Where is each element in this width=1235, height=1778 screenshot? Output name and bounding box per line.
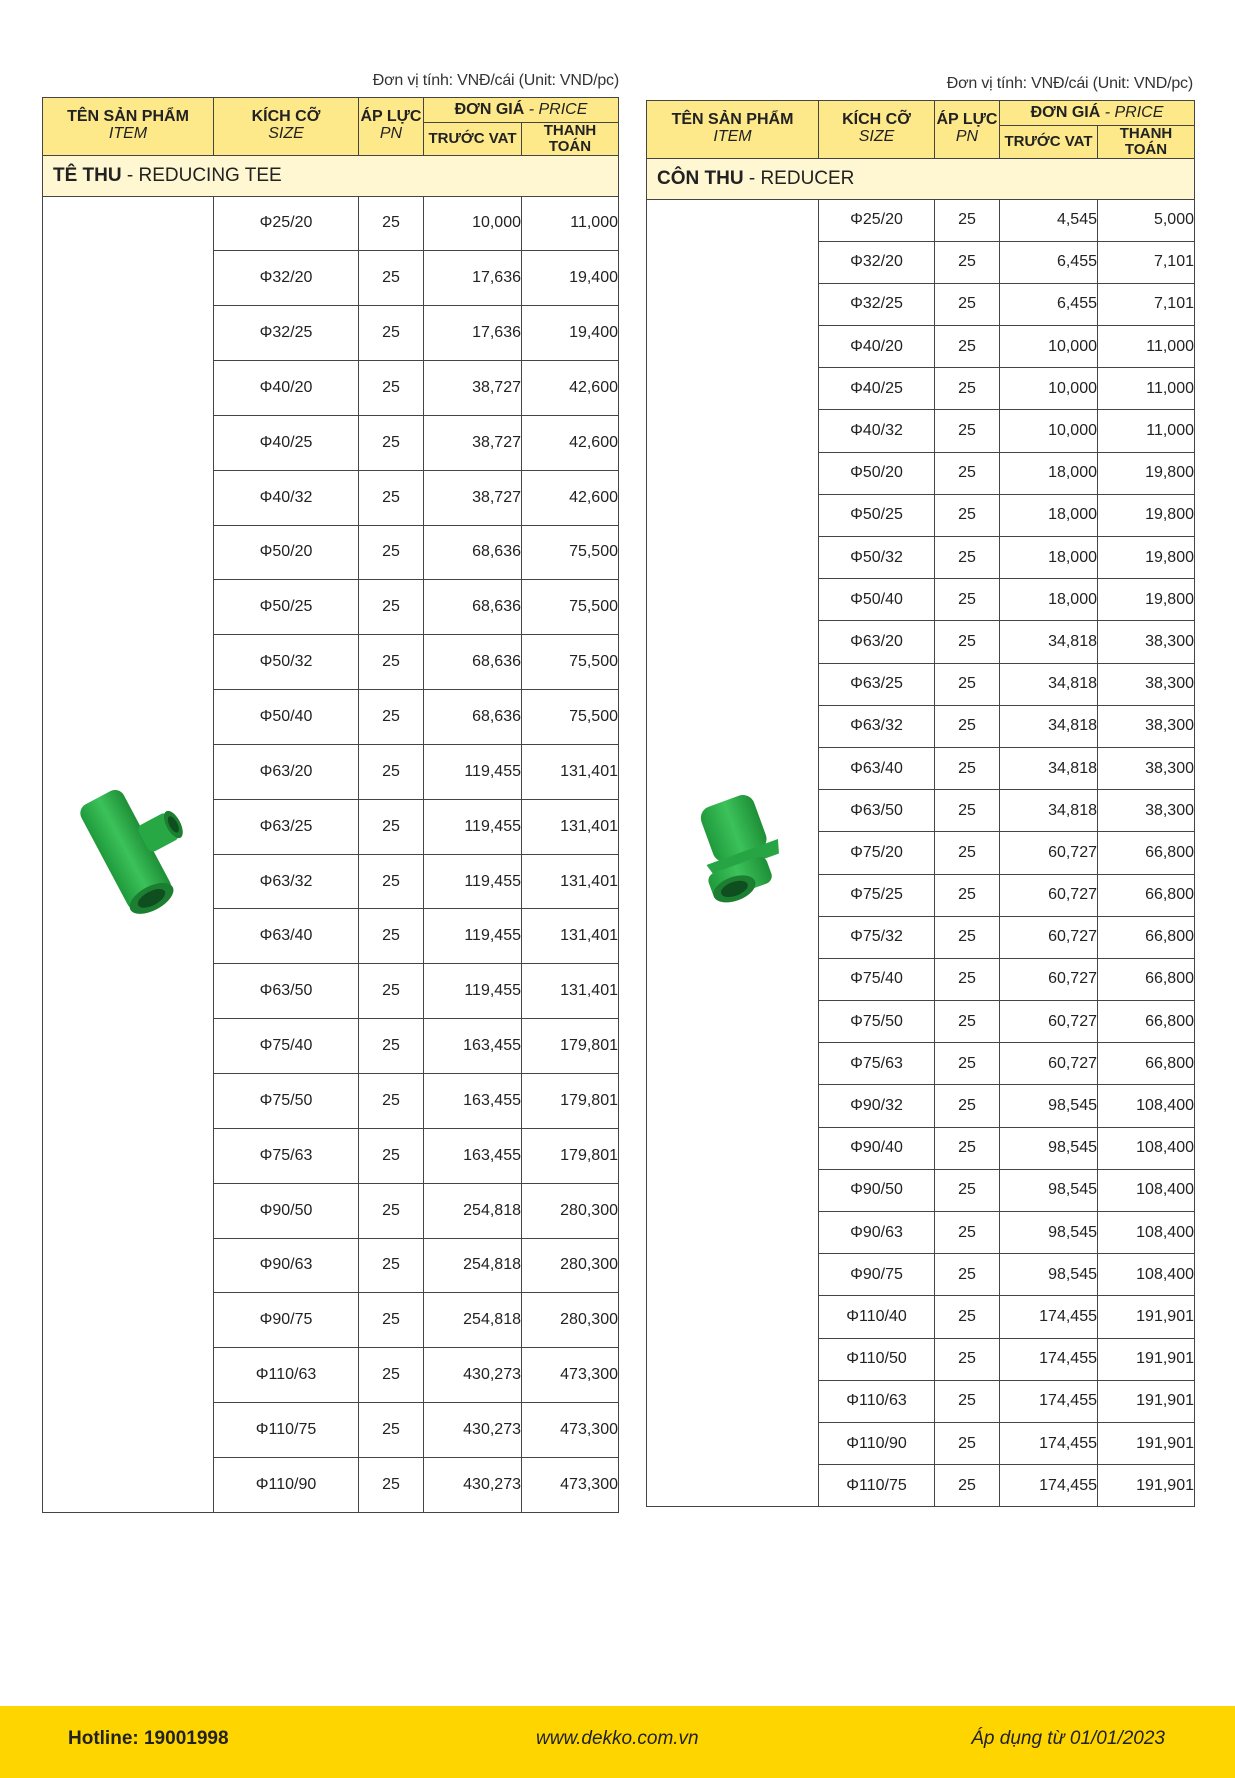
pn-cell: 25	[935, 1254, 1000, 1296]
pn-cell: 25	[359, 1348, 424, 1403]
price-payment-cell: 19,800	[1098, 579, 1195, 621]
left-unit-note: Đơn vị tính: VNĐ/cái (Unit: VND/pc)	[372, 72, 619, 89]
size-cell: Φ50/25	[214, 580, 359, 635]
reducing-tee-icon	[63, 782, 193, 922]
size-cell: Φ75/40	[819, 958, 935, 1000]
size-cell: Φ75/25	[819, 874, 935, 916]
price-payment-cell: 11,000	[522, 196, 619, 251]
size-cell: Φ40/32	[214, 470, 359, 525]
table-row	[647, 199, 1195, 241]
size-cell: Φ75/50	[819, 1001, 935, 1043]
pn-cell: 25	[359, 964, 424, 1019]
header-pn: ÁP LỰC PN	[935, 101, 1000, 159]
section-title-reducing-tee: TÊ THU - REDUCING TEE	[43, 155, 619, 196]
header-item: TÊN SẢN PHẨM ITEM	[43, 98, 214, 156]
price-payment-cell: 108,400	[1098, 1254, 1195, 1296]
size-cell: Φ40/20	[214, 361, 359, 416]
size-cell: Φ63/25	[214, 799, 359, 854]
price-before-vat-cell: 163,455	[424, 1074, 522, 1129]
pn-cell: 25	[935, 832, 1000, 874]
price-payment-cell: 66,800	[1098, 1001, 1195, 1043]
price-payment-cell: 191,901	[1098, 1465, 1195, 1507]
price-payment-cell: 7,101	[1098, 283, 1195, 325]
footer-bar	[0, 1706, 1235, 1778]
price-payment-cell: 38,300	[1098, 621, 1195, 663]
header-price: ĐƠN GIÁ - PRICE	[424, 98, 619, 123]
price-before-vat-cell: 119,455	[424, 909, 522, 964]
price-before-vat-cell: 38,727	[424, 470, 522, 525]
price-payment-cell: 280,300	[522, 1183, 619, 1238]
size-cell: Φ90/63	[214, 1238, 359, 1293]
price-before-vat-cell: 6,455	[1000, 241, 1098, 283]
hotline[interactable]: Hotline: 19001998	[68, 1728, 229, 1749]
price-before-vat-cell: 10,000	[1000, 368, 1098, 410]
size-cell: Φ63/32	[819, 705, 935, 747]
header-price: ĐƠN GIÁ - PRICE	[1000, 101, 1195, 126]
header-pn: ÁP LỰC PN	[359, 98, 424, 156]
price-before-vat-cell: 60,727	[1000, 916, 1098, 958]
pn-cell: 25	[359, 1019, 424, 1074]
price-before-vat-cell: 60,727	[1000, 1043, 1098, 1085]
pn-cell: 25	[935, 705, 1000, 747]
pn-cell: 25	[935, 537, 1000, 579]
pn-cell: 25	[935, 494, 1000, 536]
price-payment-cell: 179,801	[522, 1074, 619, 1129]
price-before-vat-cell: 254,818	[424, 1293, 522, 1348]
pn-cell: 25	[935, 874, 1000, 916]
price-before-vat-cell: 18,000	[1000, 579, 1098, 621]
price-payment-cell: 75,500	[522, 580, 619, 635]
size-cell: Φ40/25	[214, 415, 359, 470]
pn-cell: 25	[359, 251, 424, 306]
pn-cell: 25	[359, 196, 424, 251]
pn-cell: 25	[359, 306, 424, 361]
size-cell: Φ75/63	[819, 1043, 935, 1085]
price-payment-cell: 191,901	[1098, 1422, 1195, 1464]
pn-cell: 25	[359, 525, 424, 580]
price-payment-cell: 179,801	[522, 1019, 619, 1074]
size-cell: Φ90/50	[819, 1169, 935, 1211]
price-before-vat-cell: 174,455	[1000, 1380, 1098, 1422]
price-payment-cell: 66,800	[1098, 832, 1195, 874]
pn-cell: 25	[359, 744, 424, 799]
pn-cell: 25	[935, 1001, 1000, 1043]
size-cell: Φ90/40	[819, 1127, 935, 1169]
size-cell: Φ40/20	[819, 326, 935, 368]
pn-cell: 25	[935, 1422, 1000, 1464]
header-size: KÍCH CỠ SIZE	[214, 98, 359, 156]
price-before-vat-cell: 68,636	[424, 580, 522, 635]
size-cell: Φ75/40	[214, 1019, 359, 1074]
pn-cell: 25	[935, 958, 1000, 1000]
price-before-vat-cell: 430,273	[424, 1457, 522, 1512]
price-payment-cell: 38,300	[1098, 747, 1195, 789]
price-before-vat-cell: 10,000	[1000, 410, 1098, 452]
pn-cell: 25	[935, 368, 1000, 410]
pn-cell: 25	[935, 241, 1000, 283]
price-payment-cell: 473,300	[522, 1348, 619, 1403]
right-unit-note: Đơn vị tính: VNĐ/cái (Unit: VND/pc)	[946, 75, 1193, 92]
pn-cell: 25	[935, 1296, 1000, 1338]
price-before-vat-cell: 119,455	[424, 799, 522, 854]
price-before-vat-cell: 98,545	[1000, 1127, 1098, 1169]
price-payment-cell: 108,400	[1098, 1127, 1195, 1169]
size-cell: Φ110/75	[214, 1403, 359, 1458]
pn-cell: 25	[935, 1338, 1000, 1380]
website-link[interactable]: www.dekko.com.vn	[536, 1728, 699, 1749]
price-payment-cell: 19,400	[522, 306, 619, 361]
pn-cell: 25	[935, 1043, 1000, 1085]
size-cell: Φ25/20	[214, 196, 359, 251]
price-payment-cell: 131,401	[522, 854, 619, 909]
price-before-vat-cell: 119,455	[424, 854, 522, 909]
size-cell: Φ110/63	[819, 1380, 935, 1422]
price-payment-cell: 7,101	[1098, 241, 1195, 283]
size-cell: Φ90/75	[819, 1254, 935, 1296]
price-payment-cell: 38,300	[1098, 705, 1195, 747]
header-payment: THANH TOÁN	[1098, 126, 1195, 159]
pn-cell: 25	[935, 1465, 1000, 1507]
effective-date: Áp dụng từ 01/01/2023	[971, 1728, 1165, 1749]
size-cell: Φ63/50	[214, 964, 359, 1019]
price-payment-cell: 108,400	[1098, 1085, 1195, 1127]
size-cell: Φ90/63	[819, 1212, 935, 1254]
pn-cell: 25	[359, 854, 424, 909]
pn-cell: 25	[359, 909, 424, 964]
price-payment-cell: 11,000	[1098, 326, 1195, 368]
price-payment-cell: 42,600	[522, 415, 619, 470]
pn-cell: 25	[935, 326, 1000, 368]
pn-cell: 25	[935, 1380, 1000, 1422]
size-cell: Φ63/25	[819, 663, 935, 705]
price-before-vat-cell: 68,636	[424, 690, 522, 745]
price-payment-cell: 66,800	[1098, 916, 1195, 958]
size-cell: Φ63/50	[819, 790, 935, 832]
pn-cell: 25	[935, 747, 1000, 789]
price-payment-cell: 131,401	[522, 744, 619, 799]
price-payment-cell: 131,401	[522, 909, 619, 964]
price-payment-cell: 131,401	[522, 964, 619, 1019]
price-before-vat-cell: 18,000	[1000, 537, 1098, 579]
size-cell: Φ110/63	[214, 1348, 359, 1403]
size-cell: Φ63/32	[214, 854, 359, 909]
price-before-vat-cell: 60,727	[1000, 832, 1098, 874]
pn-cell: 25	[935, 199, 1000, 241]
price-before-vat-cell: 98,545	[1000, 1085, 1098, 1127]
price-before-vat-cell: 430,273	[424, 1348, 522, 1403]
size-cell: Φ90/75	[214, 1293, 359, 1348]
price-before-vat-cell: 174,455	[1000, 1296, 1098, 1338]
price-before-vat-cell: 174,455	[1000, 1422, 1098, 1464]
pn-cell: 25	[935, 1085, 1000, 1127]
price-payment-cell: 131,401	[522, 799, 619, 854]
pn-cell: 25	[935, 790, 1000, 832]
price-payment-cell: 42,600	[522, 470, 619, 525]
price-payment-cell: 19,800	[1098, 452, 1195, 494]
left-price-table	[42, 97, 619, 1513]
price-before-vat-cell: 10,000	[1000, 326, 1098, 368]
price-payment-cell: 75,500	[522, 635, 619, 690]
price-payment-cell: 108,400	[1098, 1169, 1195, 1211]
price-before-vat-cell: 430,273	[424, 1403, 522, 1458]
size-cell: Φ63/40	[819, 747, 935, 789]
size-cell: Φ50/32	[819, 537, 935, 579]
price-before-vat-cell: 174,455	[1000, 1465, 1098, 1507]
price-payment-cell: 38,300	[1098, 790, 1195, 832]
pn-cell: 25	[359, 799, 424, 854]
price-before-vat-cell: 34,818	[1000, 790, 1098, 832]
right-price-table	[646, 100, 1195, 1507]
price-before-vat-cell: 38,727	[424, 361, 522, 416]
price-payment-cell: 179,801	[522, 1128, 619, 1183]
size-cell: Φ110/50	[819, 1338, 935, 1380]
size-cell: Φ25/20	[819, 199, 935, 241]
price-payment-cell: 191,901	[1098, 1296, 1195, 1338]
pn-cell: 25	[359, 1074, 424, 1129]
size-cell: Φ110/90	[214, 1457, 359, 1512]
header-payment: THANH TOÁN	[522, 123, 619, 156]
header-item: TÊN SẢN PHẨM ITEM	[647, 101, 819, 159]
price-payment-cell: 473,300	[522, 1403, 619, 1458]
price-before-vat-cell: 17,636	[424, 306, 522, 361]
price-payment-cell: 66,800	[1098, 1043, 1195, 1085]
price-before-vat-cell: 34,818	[1000, 621, 1098, 663]
size-cell: Φ50/32	[214, 635, 359, 690]
size-cell: Φ32/25	[819, 283, 935, 325]
pn-cell: 25	[935, 452, 1000, 494]
pn-cell: 25	[359, 635, 424, 690]
price-before-vat-cell: 119,455	[424, 964, 522, 1019]
price-before-vat-cell: 68,636	[424, 525, 522, 580]
price-before-vat-cell: 98,545	[1000, 1169, 1098, 1211]
pn-cell: 25	[359, 1457, 424, 1512]
product-image	[647, 199, 819, 1507]
pn-cell: 25	[935, 1127, 1000, 1169]
price-payment-cell: 19,800	[1098, 494, 1195, 536]
size-cell: Φ110/40	[819, 1296, 935, 1338]
price-before-vat-cell: 34,818	[1000, 663, 1098, 705]
size-cell: Φ110/90	[819, 1422, 935, 1464]
pn-cell: 25	[359, 470, 424, 525]
price-before-vat-cell: 18,000	[1000, 494, 1098, 536]
pn-cell: 25	[935, 1212, 1000, 1254]
pn-cell: 25	[359, 1183, 424, 1238]
size-cell: Φ90/50	[214, 1183, 359, 1238]
price-payment-cell: 11,000	[1098, 410, 1195, 452]
price-before-vat-cell: 60,727	[1000, 958, 1098, 1000]
size-cell: Φ63/20	[214, 744, 359, 799]
price-payment-cell: 5,000	[1098, 199, 1195, 241]
pn-cell: 25	[359, 1238, 424, 1293]
size-cell: Φ32/20	[819, 241, 935, 283]
price-before-vat-cell: 6,455	[1000, 283, 1098, 325]
price-payment-cell: 38,300	[1098, 663, 1195, 705]
price-payment-cell: 191,901	[1098, 1380, 1195, 1422]
size-cell: Φ50/20	[819, 452, 935, 494]
price-payment-cell: 191,901	[1098, 1338, 1195, 1380]
size-cell: Φ75/20	[819, 832, 935, 874]
pn-cell: 25	[359, 1403, 424, 1458]
price-payment-cell: 473,300	[522, 1457, 619, 1512]
price-payment-cell: 19,400	[522, 251, 619, 306]
price-payment-cell: 108,400	[1098, 1212, 1195, 1254]
price-before-vat-cell: 34,818	[1000, 705, 1098, 747]
price-before-vat-cell: 254,818	[424, 1183, 522, 1238]
price-payment-cell: 42,600	[522, 361, 619, 416]
reducer-icon	[673, 795, 793, 905]
size-cell: Φ50/20	[214, 525, 359, 580]
size-cell: Φ50/25	[819, 494, 935, 536]
price-payment-cell: 280,300	[522, 1238, 619, 1293]
pn-cell: 25	[359, 690, 424, 745]
price-before-vat-cell: 68,636	[424, 635, 522, 690]
size-cell: Φ75/32	[819, 916, 935, 958]
pn-cell: 25	[359, 415, 424, 470]
pn-cell: 25	[935, 1169, 1000, 1211]
size-cell: Φ50/40	[819, 579, 935, 621]
price-payment-cell: 19,800	[1098, 537, 1195, 579]
price-payment-cell: 75,500	[522, 525, 619, 580]
size-cell: Φ75/63	[214, 1128, 359, 1183]
header-before-vat: TRƯỚC VAT	[424, 123, 522, 156]
price-before-vat-cell: 254,818	[424, 1238, 522, 1293]
size-cell: Φ32/20	[214, 251, 359, 306]
price-before-vat-cell: 98,545	[1000, 1254, 1098, 1296]
price-payment-cell: 66,800	[1098, 874, 1195, 916]
size-cell: Φ32/25	[214, 306, 359, 361]
price-payment-cell: 11,000	[1098, 368, 1195, 410]
price-payment-cell: 75,500	[522, 690, 619, 745]
price-before-vat-cell: 60,727	[1000, 874, 1098, 916]
size-cell: Φ90/32	[819, 1085, 935, 1127]
product-image	[43, 196, 214, 1512]
size-cell: Φ40/32	[819, 410, 935, 452]
size-cell: Φ50/40	[214, 690, 359, 745]
price-before-vat-cell: 34,818	[1000, 747, 1098, 789]
pn-cell: 25	[359, 1293, 424, 1348]
pn-cell: 25	[935, 621, 1000, 663]
price-before-vat-cell: 18,000	[1000, 452, 1098, 494]
price-before-vat-cell: 60,727	[1000, 1001, 1098, 1043]
pn-cell: 25	[935, 916, 1000, 958]
size-cell: Φ75/50	[214, 1074, 359, 1129]
price-before-vat-cell: 4,545	[1000, 199, 1098, 241]
price-before-vat-cell: 17,636	[424, 251, 522, 306]
price-before-vat-cell: 163,455	[424, 1019, 522, 1074]
pn-cell: 25	[359, 361, 424, 416]
header-before-vat: TRƯỚC VAT	[1000, 126, 1098, 159]
pn-cell: 25	[359, 1128, 424, 1183]
price-before-vat-cell: 119,455	[424, 744, 522, 799]
pn-cell: 25	[935, 410, 1000, 452]
price-before-vat-cell: 163,455	[424, 1128, 522, 1183]
price-before-vat-cell: 10,000	[424, 196, 522, 251]
table-row	[43, 196, 619, 251]
section-title-reducer: CÔN THU - REDUCER	[647, 158, 1195, 199]
size-cell: Φ110/75	[819, 1465, 935, 1507]
pn-cell: 25	[935, 579, 1000, 621]
pn-cell: 25	[935, 283, 1000, 325]
price-before-vat-cell: 38,727	[424, 415, 522, 470]
price-before-vat-cell: 98,545	[1000, 1212, 1098, 1254]
price-payment-cell: 280,300	[522, 1293, 619, 1348]
pn-cell: 25	[935, 663, 1000, 705]
header-size: KÍCH CỠ SIZE	[819, 101, 935, 159]
pn-cell: 25	[359, 580, 424, 635]
price-before-vat-cell: 174,455	[1000, 1338, 1098, 1380]
size-cell: Φ63/20	[819, 621, 935, 663]
size-cell: Φ63/40	[214, 909, 359, 964]
price-payment-cell: 66,800	[1098, 958, 1195, 1000]
size-cell: Φ40/25	[819, 368, 935, 410]
